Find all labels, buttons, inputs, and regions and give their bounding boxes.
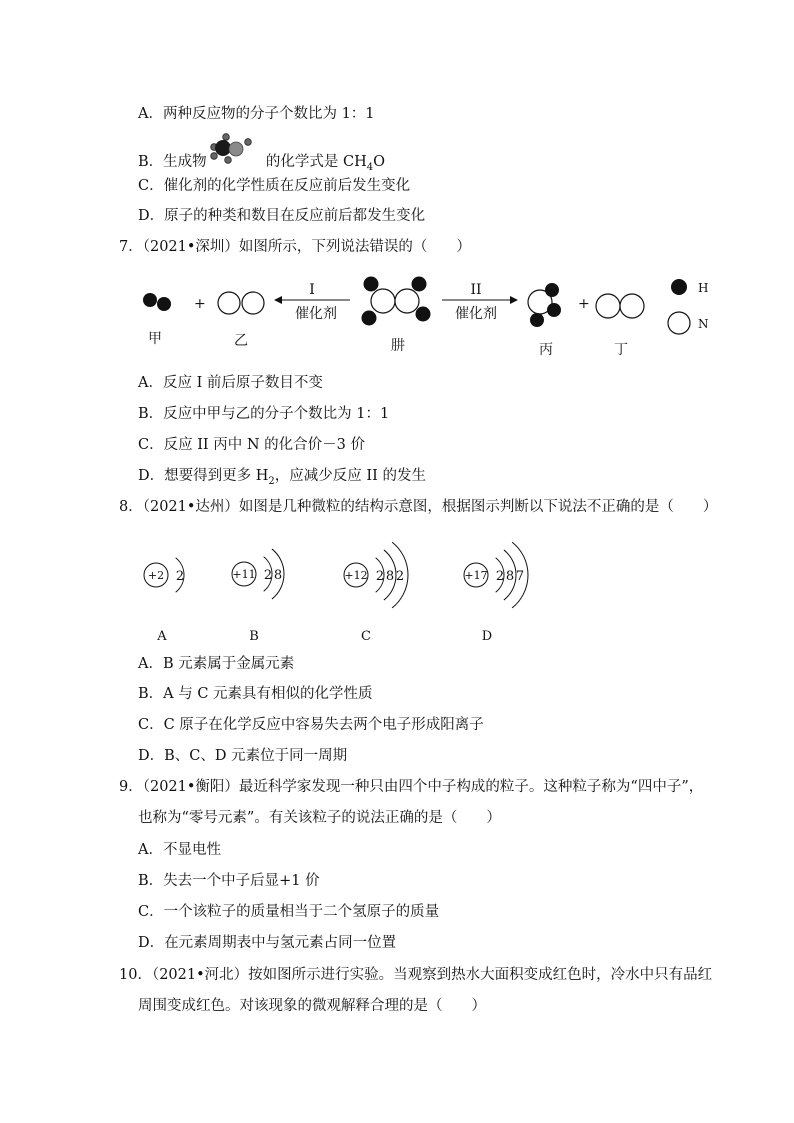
q9-option-d: D．在元素周期表中与氢元素占同一位置	[138, 935, 397, 951]
q6-option-b-subscript: 4	[366, 161, 374, 173]
q6-option-a: A．两种反应物的分子个数比为 1：1	[138, 106, 375, 122]
q7-option-d-prefix: D．想要得到更多 H	[138, 468, 269, 484]
q9-stem-line-1: 9．（2021•衡阳）最近科学家发现一种只由四个中子构成的粒子。这种粒子称为“四中子”，	[119, 779, 704, 795]
nucleus-charge: +17	[464, 569, 488, 582]
plus-sign: +	[578, 296, 590, 312]
label-jia: 甲	[148, 331, 162, 347]
q6-option-c: C．催化剂的化学性质在反应前后发生变化	[138, 178, 411, 194]
q8-stem: 8．（2021•达州）如图是几种微粒的结构示意图，根据图示判断以下说法不正确的是（ ）	[119, 499, 718, 515]
label-ding: 丁	[614, 342, 628, 358]
reaction-1-catalyst: 催化剂	[295, 306, 337, 322]
atom-letter: A	[157, 629, 167, 644]
reaction-2-catalyst: 催化剂	[455, 306, 497, 322]
electron-count: 2	[375, 569, 385, 584]
label-bing: 丙	[539, 342, 553, 358]
q9-option-b: B．失去一个中子后显+1 价	[138, 873, 320, 889]
q6-option-b-formula: 的化学式是 CH	[265, 154, 367, 170]
q6-option-d: D．原子的种类和数目在反应前后都发生变化	[138, 208, 426, 224]
legend-n-label: N	[698, 317, 709, 331]
electron-count: 7	[515, 569, 525, 584]
q8-option-d: D．B、C、D 元素位于同一周期	[138, 748, 348, 764]
q7-option-d-subscript: 2	[268, 475, 275, 487]
atom-letter: B	[249, 629, 259, 644]
electron-count: 2	[175, 569, 185, 584]
electron-count: 8	[505, 569, 515, 584]
q6-option-b-prefix: B．生成物	[138, 154, 207, 170]
electron-count: 8	[273, 568, 283, 583]
nucleus-charge: +12	[344, 569, 368, 582]
label-yi: 乙	[234, 333, 248, 349]
electron-count: 2	[495, 569, 505, 584]
q7-option-a: A．反应 I 前后原子数目不变	[138, 375, 323, 391]
nucleus-charge: +2	[147, 569, 165, 582]
reaction-2-label: II	[470, 282, 482, 298]
label-jing: 肼	[391, 338, 405, 354]
q7-stem: 7．（2021•深圳）如图所示，下列说法错误的（ ）	[119, 239, 471, 255]
q8-option-a: A．B 元素属于金属元素	[138, 656, 295, 672]
q8-option-b: B．A 与 C 元素具有相似的化学性质	[138, 686, 373, 702]
nucleus-charge: +11	[232, 568, 256, 581]
atom-letter: D	[481, 629, 493, 644]
q7-option-c: C．反应 II 丙中 N 的化合价－3 价	[138, 437, 366, 453]
q6-option-b-end: O	[373, 154, 385, 170]
electron-count: 8	[385, 569, 395, 584]
plus-sign: +	[194, 296, 206, 312]
q9-option-c: C．一个该粒子的质量相当于二个氢原子的质量	[138, 904, 440, 920]
q9-stem-line-2: 也称为“零号元素”。有关该粒子的说法正确的是（ ）	[138, 810, 501, 826]
atom-letter: C	[361, 629, 371, 644]
electron-count: 2	[263, 568, 273, 583]
q10-stem-line-2: 周围变成红色。对该现象的微观解释合理的是（ ）	[138, 998, 486, 1014]
reaction-1-label: I	[309, 282, 315, 298]
legend-h-label: H	[698, 281, 709, 295]
q10-stem-line-1: 10．（2021•河北）按如图所示进行实验。当观察到热水大面积变成红色时，冷水中只有品红	[119, 967, 713, 983]
electron-count: 2	[395, 569, 405, 584]
q7-option-d-end: ，应减少反应 II 的发生	[274, 468, 426, 484]
q9-option-a: A．不显电性	[138, 842, 221, 858]
q8-option-c: C．C 原子在化学反应中容易失去两个电子形成阳离子	[138, 717, 484, 733]
q7-option-b: B．反应中甲与乙的分子个数比为 1：1	[138, 406, 390, 422]
